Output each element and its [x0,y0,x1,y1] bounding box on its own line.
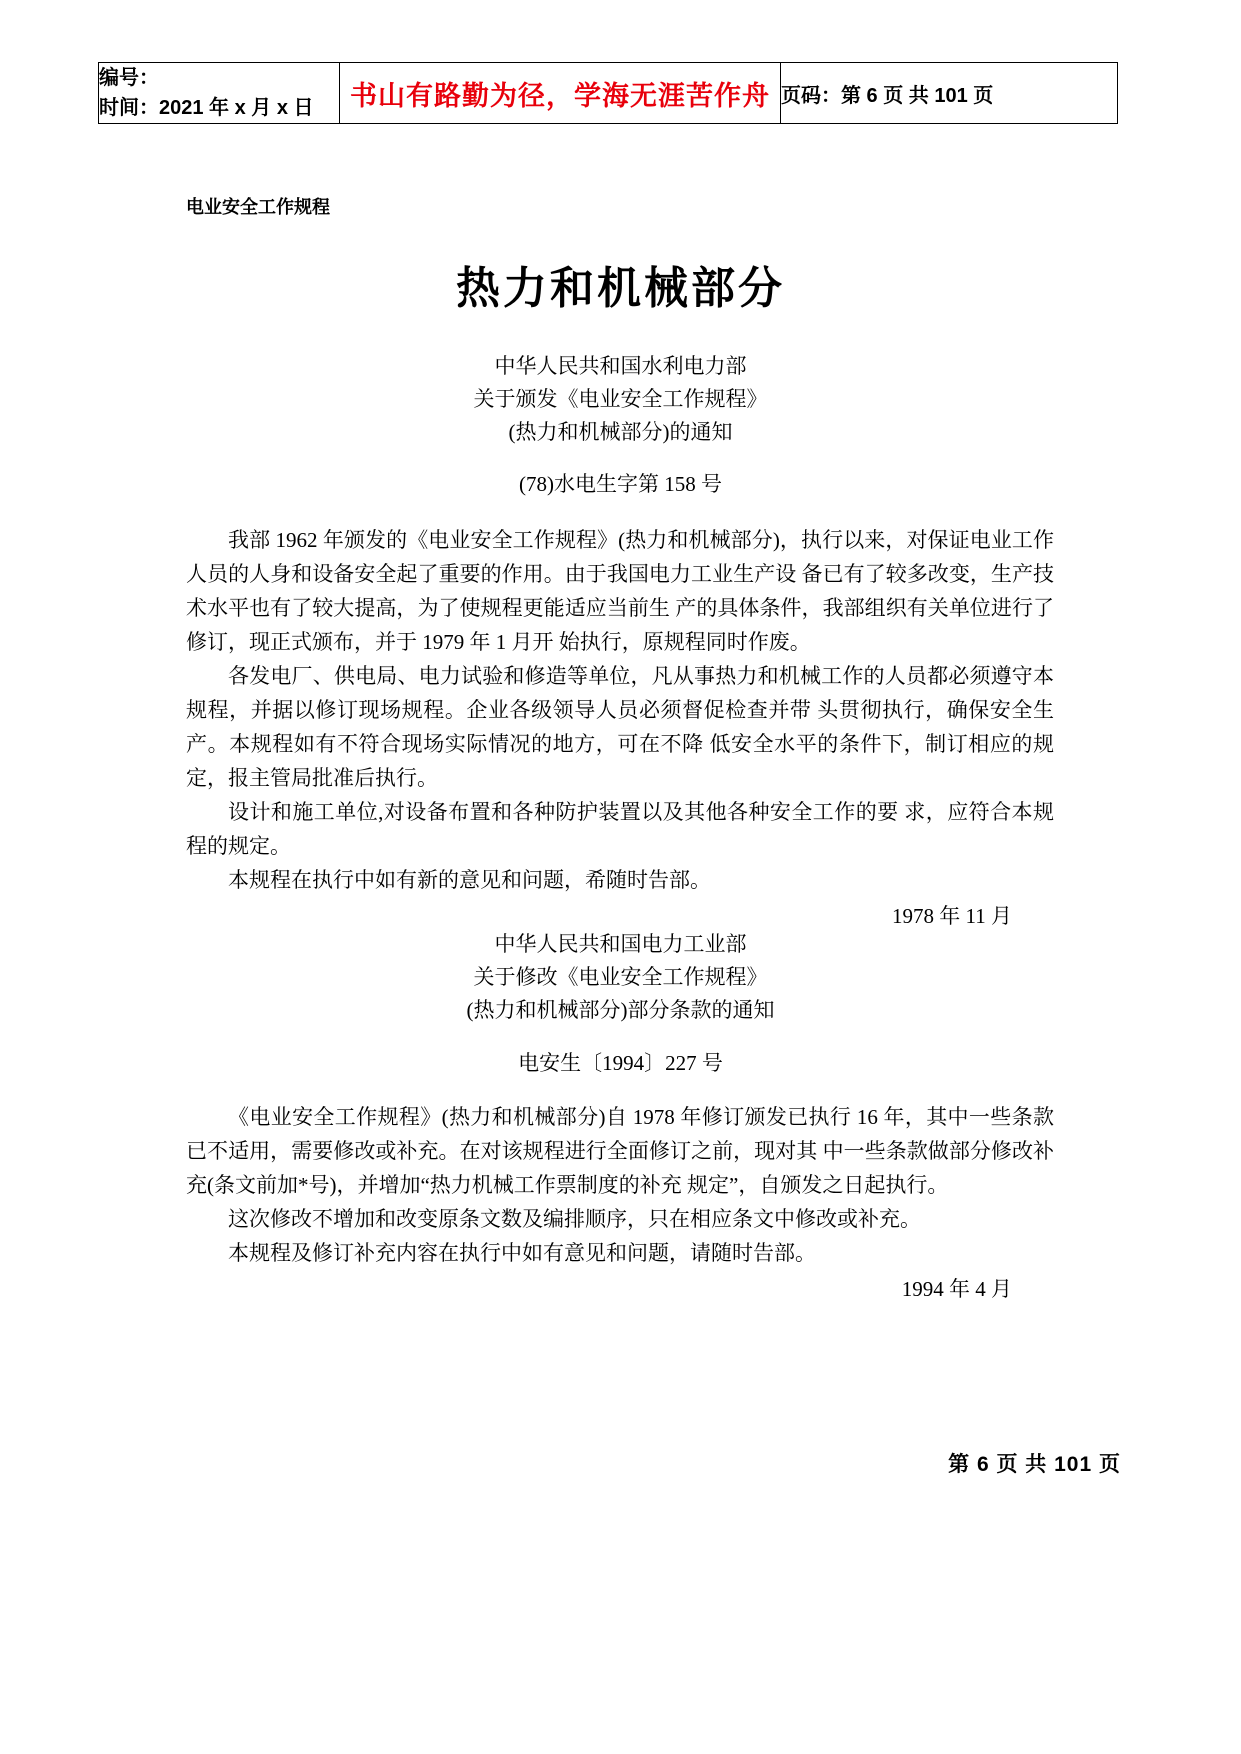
notice2-issuer-line2: 关于修改《电业安全工作规程》 [473,965,768,989]
notice2-doc-number: 电安生〔1994〕227 号 [518,1051,723,1075]
notice2-paragraph-2: 这次修改不增加和改变原条文数及编排顺序，只在相应条文中修改或补充。 [228,1207,921,1231]
notice2-sign-date: 1994 年 4 月 [901,1277,1012,1301]
notice2-body [186,1100,1054,1306]
notice1-paragraph-4: 本规程在执行中如有新的意见和问题，希随时告部。 [228,868,711,892]
notice2-paragraph-3: 本规程及修订补充内容在执行中如有意见和问题，请随时告部。 [228,1241,816,1265]
notice2-issuer-line3: (热力和机械部分)部分条款的通知 [466,998,775,1022]
notice2-issuer-line1: 中华人民共和国电力工业部 [494,932,747,956]
header-meta-cell [99,63,340,124]
page-header-table [98,62,1118,124]
notice1-issuer-line3: (热力和机械部分)的通知 [508,420,733,444]
notice1-issuer-block [0,350,1241,449]
notice1-paragraph-3: 设计和施工单位,对设备布置和各种防护装置以及其他各种安全工作的要 求，应符合本规程的规定。 [186,800,1054,858]
notice1-doc-number: (78)水电生字第 158 号 [519,472,722,496]
header-number-label: 编号： [99,67,159,89]
notice1-issuer-line1: 中华人民共和国水利电力部 [494,354,747,378]
notice1-paragraph-2: 各发电厂、供电局、电力试验和修造等单位，凡从事热力和机械工作的人员都必须遵守本规程，并据以修订现场规程。企业各级领导人员必须督促检查并带 头贯彻执行，确保安全生产。本规程如有不符合现场实际情况的地方，可在不降 低安全水平的条件下，制订相应的规定，报主管局批准后执行。 [186,664,1054,790]
notice1-sign-date: 1978 年 11 月 [892,904,1012,928]
notice1-body [186,523,1054,933]
notice2-issuer-block [0,928,1241,1027]
header-time-label: 时间：2021 年 x 月 x 日 [99,97,314,119]
document-series-label: 电业安全工作规程 [186,197,330,217]
notice1-issuer-line2: 关于颁发《电业安全工作规程》 [473,387,768,411]
notice1-paragraph-1: 我部 1962 年颁发的《电业安全工作规程》(热力和机械部分)，执行以来，对保证电业工作人员的人身和设备安全起了重要的作用。由于我国电力工业生产设 备已有了较多改变，生产技术水平也有了较大提高，为了使规程更能适应当前生 产的具体条件，我部组织有关单位进行了修订，现正式颁布，并于 1979 年 1 月开 始执行，原规程同时作废。 [186,528,1054,654]
header-banner: 书山有路勤为径，学海无涯苦作舟 [340,63,781,124]
page-title: 热力和机械部分 [456,264,785,313]
notice2-paragraph-1: 《电业安全工作规程》(热力和机械部分)自 1978 年修订颁发已执行 16 年，其中一些条款已不适用，需要修改或补充。在对该规程进行全面修订之前，现对其 中一些条款做部分修改补充(条文前加*号)，并增加“热力机械工作票制度的补充 规定”，自颁发之日起执行。 [186,1105,1054,1197]
header-page-label: 页码：第 6 页 共 101 页 [781,63,1118,124]
page-footer: 第 6 页 共 101 页 [948,1453,1121,1476]
